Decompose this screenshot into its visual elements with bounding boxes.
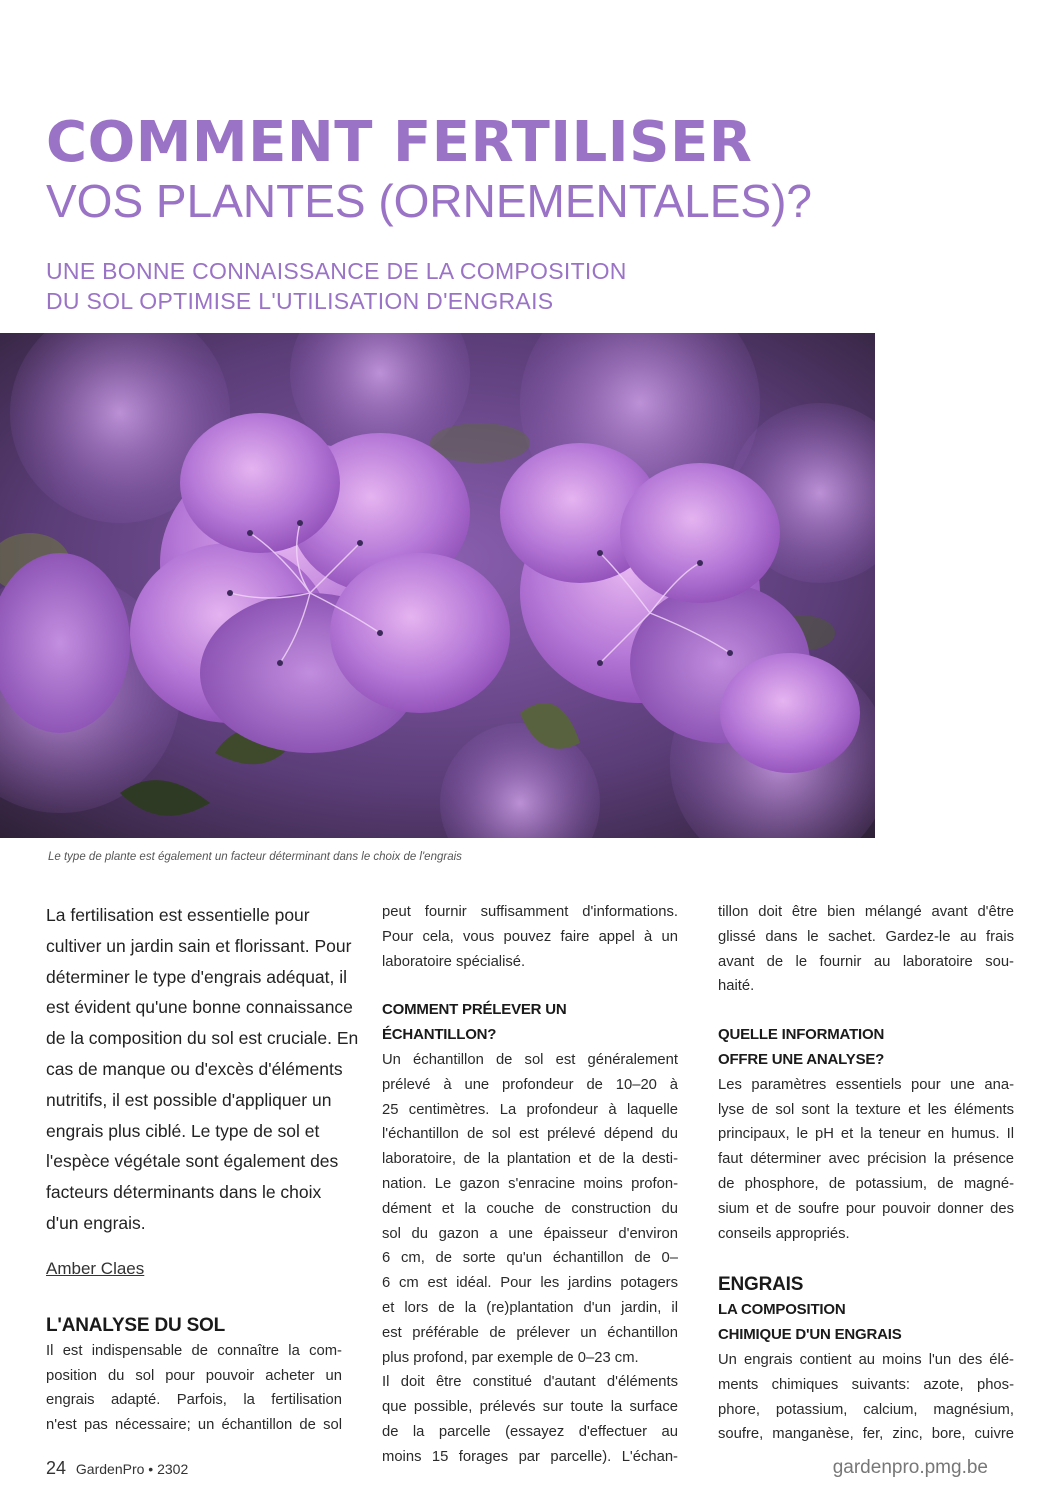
subtitle-line: DU SOL OPTIMISE L'UTILISATION D'ENGRAIS	[46, 288, 554, 314]
author-link[interactable]: Amber Claes	[46, 1258, 145, 1278]
body-line: principaux, le pH et la teneur en humus. Il	[718, 1126, 1014, 1143]
column-2	[382, 900, 678, 1470]
intro-line: déterminer le type d'engrais adéquat, il	[46, 966, 348, 987]
body-line: moins 15 forages par parcelle). L'échan-	[382, 1448, 678, 1465]
intro-line: cas de manque ou d'excès d'éléments	[46, 1058, 343, 1079]
magazine-issue: GardenPro • 2302	[75, 1461, 189, 1477]
heading-quelle-information	[718, 1023, 1014, 1073]
body-line: faut déterminer avec précision la présence	[718, 1151, 1014, 1168]
intro-line: engrais plus ciblé. Le type de sol et	[46, 1120, 320, 1141]
body-line: prélevé à une profondeur de 10–20 à	[382, 1076, 678, 1093]
body-line: laboratoire, de la plantation et de la desti-	[382, 1151, 678, 1168]
heading-line: LA COMPOSITION	[718, 1301, 846, 1319]
body-line: laboratoire spécialisé.	[382, 953, 526, 970]
body-line: plus profond, par exemple de 0–23 cm.	[382, 1349, 639, 1366]
intro-paragraph	[46, 900, 359, 1239]
body-line: dément et la couche de construction du	[382, 1200, 678, 1217]
body-line: haité.	[718, 978, 755, 995]
intro-line: facteurs déterminants dans le choix	[46, 1182, 322, 1203]
subtitle-line: UNE BONNE CONNAISSANCE DE LA COMPOSITION	[46, 258, 627, 284]
body-line: peut fournir suffisamment d'informations.	[382, 904, 678, 920]
body-line: n'est pas nécessaire; un échantillon de sol	[46, 1417, 342, 1434]
body-line: que possible, prélevés sur toute la surface	[382, 1399, 678, 1416]
body-line: et lors de la (re)plantation d'un jardin, il	[382, 1299, 678, 1316]
intro-line: d'un engrais.	[46, 1212, 146, 1233]
body-line: sium et de soufre pour pouvoir donner des	[718, 1200, 1014, 1217]
page-number: 24	[46, 1458, 67, 1478]
intro-line: nutritifs, il est possible d'appliquer un	[46, 1089, 332, 1110]
rhododendron-illustration	[0, 333, 875, 838]
heading-line: QUELLE INFORMATION	[718, 1026, 885, 1044]
col3-intro-paragraph	[718, 900, 1014, 999]
article-title-continued: VOS PLANTES (ORNEMENTALES)?	[46, 175, 812, 227]
body-line: sol du gazon a une épaisseur d'environ	[382, 1225, 678, 1242]
body-line: de la parcelle (essayez d'effectuer au	[382, 1423, 678, 1440]
body-line: ments chimiques suivants: azote, phos-	[718, 1376, 1014, 1393]
heading-analyse-du-sol: L'ANALYSE DU SOL	[46, 1314, 226, 1336]
body-line: Il est indispensable de connaître la com-	[46, 1342, 342, 1359]
article-title: COMMENT FERTILISER	[46, 110, 753, 175]
body-line: 6 cm est idéal. Pour les jardins potagers	[382, 1275, 678, 1292]
body-line: phore, potassium, calcium, magnésium,	[718, 1401, 1014, 1418]
body-line: Pour cela, vous pouvez faire appel à un	[382, 928, 678, 945]
intro-line: l'espèce végétale sont également des	[46, 1151, 339, 1172]
body-line: engrais adapté. Parfois, la fertilisation	[46, 1392, 342, 1409]
body-line: glissé dans le sachet. Gardez-le au frais	[718, 928, 1014, 945]
column-1	[46, 900, 359, 1438]
flower-photo	[0, 333, 875, 838]
article-subtitle	[46, 256, 946, 316]
col2-intro-paragraph	[382, 900, 678, 974]
body-line: Un engrais contient au moins l'un des élé-	[718, 1351, 1014, 1368]
heading-prelever-echantillon: COMMENT PRÉLEVER UN ÉCHANTILLON?	[382, 1001, 567, 1044]
heading-line: CHIMIQUE D'UN ENGRAIS	[718, 1326, 902, 1344]
body-line: lyse de sol sont la texture et les éléments	[718, 1101, 1014, 1118]
body-line: Il doit être constitué d'autant d'éléments	[382, 1374, 678, 1391]
information-paragraph	[718, 1073, 1014, 1247]
prelever-paragraph	[382, 1048, 678, 1470]
body-line: est préférable de prélever un échantillon	[382, 1324, 678, 1341]
analyse-paragraph	[46, 1339, 342, 1438]
intro-line: est évident qu'une bonne connaissance	[46, 997, 353, 1018]
heading-line: OFFRE UNE ANALYSE?	[718, 1050, 885, 1068]
intro-line: La fertilisation est essentielle pour	[46, 905, 310, 925]
column-3	[718, 900, 1014, 1447]
photo-caption: Le type de plante est également un facteur déterminant dans le choix de l'engrais	[48, 851, 462, 863]
body-line: de phosphore, de potassium, de magné-	[718, 1175, 1014, 1192]
body-line: nation. Le gazon s'enracine moins profon-	[382, 1175, 678, 1192]
body-line: Les paramètres essentiels pour une ana-	[718, 1076, 1014, 1093]
body-line: tillon doit être bien mélangé avant d'être	[718, 904, 1014, 920]
body-line: conseils appropriés.	[718, 1225, 850, 1242]
body-line: avant de le fournir au laboratoire sou-	[718, 953, 1014, 970]
body-line: l'échantillon de sol est prélevé dépend du	[382, 1126, 678, 1143]
body-line: Un échantillon de sol est généralement	[382, 1051, 678, 1068]
subheading-composition	[718, 1298, 1014, 1348]
body-line: soufre, manganèse, fer, zinc, bore, cuivre	[718, 1426, 1014, 1443]
website-link[interactable]: gardenpro.pmg.be	[832, 1457, 988, 1478]
body-line: position du sol pour pouvoir acheter un	[46, 1367, 342, 1384]
body-line: 6 cm, de sorte qu'un échantillon de 0–	[382, 1250, 678, 1267]
page-footer-left	[46, 1458, 188, 1479]
heading-engrais: ENGRAIS	[718, 1274, 804, 1296]
body-line: 25 centimètres. La profondeur à laquelle	[382, 1101, 678, 1118]
engrais-paragraph	[718, 1348, 1014, 1447]
intro-line: cultiver un jardin sain et florissant. Pour	[46, 935, 352, 956]
intro-line: de la composition du sol est cruciale. En	[46, 1028, 359, 1049]
